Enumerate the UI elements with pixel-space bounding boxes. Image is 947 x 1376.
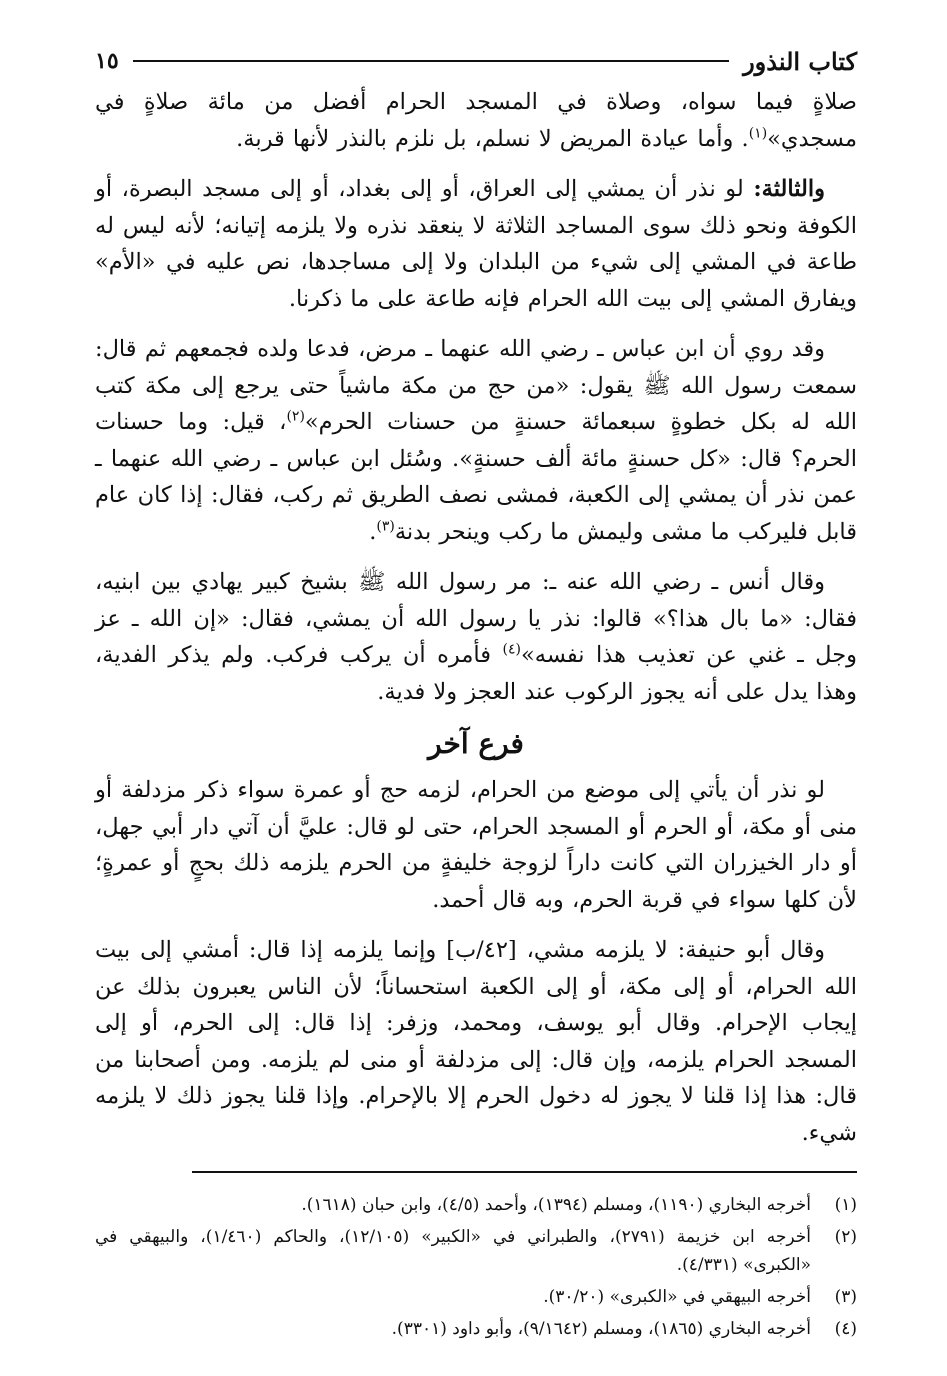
paragraph-5: لو نذر أن يأتي إلى موضع من الحرام، لزمه حج أو عمرة سواء ذكر مزدلفة أو منى أو مكة، أو الحرم أو المسجد الحرام، حتى لو قال: عليَّ أن آتي دار أبي جهل، أو دار الخيزران التي كانت داراً لزوجة خليفةٍ من الحرم يلزمه ذلك بحجٍ أو عمرةٍ؛ لأن كلها سواء في قربة الحرم، وبه قال أحمد.	[95, 777, 857, 913]
footnote-ref-1: (١)	[748, 125, 768, 141]
paragraph-6: وقال أبو حنيفة: لا يلزمه مشي، [٤٢/ب] وإنما يلزمه إذا قال: أمشي إلى بيت الله الحرام، أو إلى مكة، أو إلى الكعبة استحساناً؛ لأن الناس يعبرون بذلك عن إيجاب الإحرام. وقال أبو يوسف، ومحمد، وزفر: إذا قال: إلى الحرم، أو إلى المسجد الحرام يلزمه، وإن قال: إلى مزدلفة أو منى لم يلزمه. ومن أصحابنا من قال: هذا إذا قلنا لا يجوز له دخول الحرم إلا بالإحرام. وإذا قلنا يجوز ذلك لا يلزمه شيء.	[95, 937, 857, 1146]
paragraph-1	[95, 84, 857, 157]
paragraph-text: وقد روي أن ابن عباس ـ رضي الله عنهما ـ مرض، فدعا ولده فجمعهم ثم قال: سمعت رسول الله ﷺ يقول: «من حج من مكة ماشياً حتى يرجع إلى مكة كتب الله له بكل خطوةٍ سبعمائة حسنةٍ من حسنات الحرم»	[95, 336, 857, 435]
header-rule	[133, 60, 729, 62]
footnotes	[95, 1191, 857, 1343]
footnote-text: أخرجه البخاري (١٨٦٥)، ومسلم (٩/١٦٤٢)، وأبو داود (٣٣٠١).	[391, 1318, 811, 1339]
footnote-item	[95, 1283, 857, 1311]
footnote-ref-2: (٢)	[286, 408, 305, 425]
footnote-text: أخرجه البيهقي في «الكبرى» (٣٠/٢٠).	[543, 1286, 811, 1307]
paragraph-text: . وأما عيادة المريض لا نسلم، بل نلزم بالنذر لأنها قربة.	[236, 125, 749, 152]
footnote-number: (٢)	[834, 1226, 857, 1247]
footnote-separator	[192, 1171, 857, 1173]
section-heading: فرع آخر	[428, 727, 524, 760]
footnote-number: (٣)	[834, 1286, 857, 1307]
paragraph-text: فأمره أن يركب فركب. ولم يذكر الفدية، وهذا يدل على أنه يجوز الركوب عند العجز ولا فدية.	[95, 642, 857, 705]
paragraph-text: .	[369, 518, 377, 545]
paragraph-text: وقال أنس ـ رضي الله عنه ـ: مر رسول الله ﷺ بشيخ كبير يهادي بين ابنيه، فقال: «ما بال هذا؟» قالوا: نذر يا رسول الله أن يمشي، فقال: «إن الله ـ عز وجل ـ غني عن تعذيب هذا نفسه»	[95, 569, 857, 668]
footnote-number: (٤)	[834, 1318, 857, 1339]
footnote-ref-3: (٣)	[376, 518, 395, 534]
footnote-text: أخرجه البخاري (١١٩٠)، ومسلم (١٣٩٤)، وأحمد (٤/٥)، وابن حبان (١٦١٨).	[301, 1194, 811, 1215]
paragraph-lead: والثالثة:	[753, 176, 825, 202]
footnote-number: (١)	[834, 1194, 857, 1215]
paragraph-2	[95, 171, 857, 317]
footnote-ref-4: (٤)	[502, 641, 521, 658]
paragraph-text: صلاةٍ فيما سواه، وصلاة في المسجد الحرام أفضل من مائة صلاةٍ في مسجدي»	[95, 89, 857, 152]
paragraph-text: لو نذر أن يمشي إلى العراق، أو إلى بغداد، أو إلى مسجد البصرة، أو الكوفة ونحو ذلك سوى المساجد الثلاثة لا ينعقد نذره ولا يلزمه إتيانه؛ لأنه ليس له طاعة في المشي إلى شيء من البلدان ولا إلى مساجدها، نص عليه في «الأم» ويفارق المشي إلى بيت الله الحرام فإنه طاعة على ما ذكرنا.	[95, 176, 857, 312]
book-title: كتاب النذور	[743, 46, 857, 76]
footnote-item	[95, 1191, 857, 1219]
page-number: ١٥	[95, 48, 119, 74]
running-header	[95, 38, 857, 84]
paragraph-3	[95, 331, 857, 550]
paragraph-4	[95, 564, 857, 710]
footnote-item	[95, 1223, 857, 1279]
footnote-item	[95, 1315, 857, 1343]
paragraph-text: ، قيل: وما حسنات الحرم؟ قال: «كل حسنةٍ مائة ألف حسنةٍ». وسُئل ابن عباس ـ رضي الله عنهما ـ عمن نذر أن يمشي إلى الكعبة، فمشى نصف الطريق ثم ركب، فقال: إذا كان عام قابل فليركب ما مشى وليمش ما ركب وينحر بدنة	[95, 409, 857, 545]
footnote-text: أخرجه ابن خزيمة (٢٧٩١)، والطبراني في «الكبير» (١٢/١٠٥)، والحاكم (١/٤٦٠)، والبيهقي في «الكبرى» (٤/٣٣١).	[95, 1226, 812, 1275]
